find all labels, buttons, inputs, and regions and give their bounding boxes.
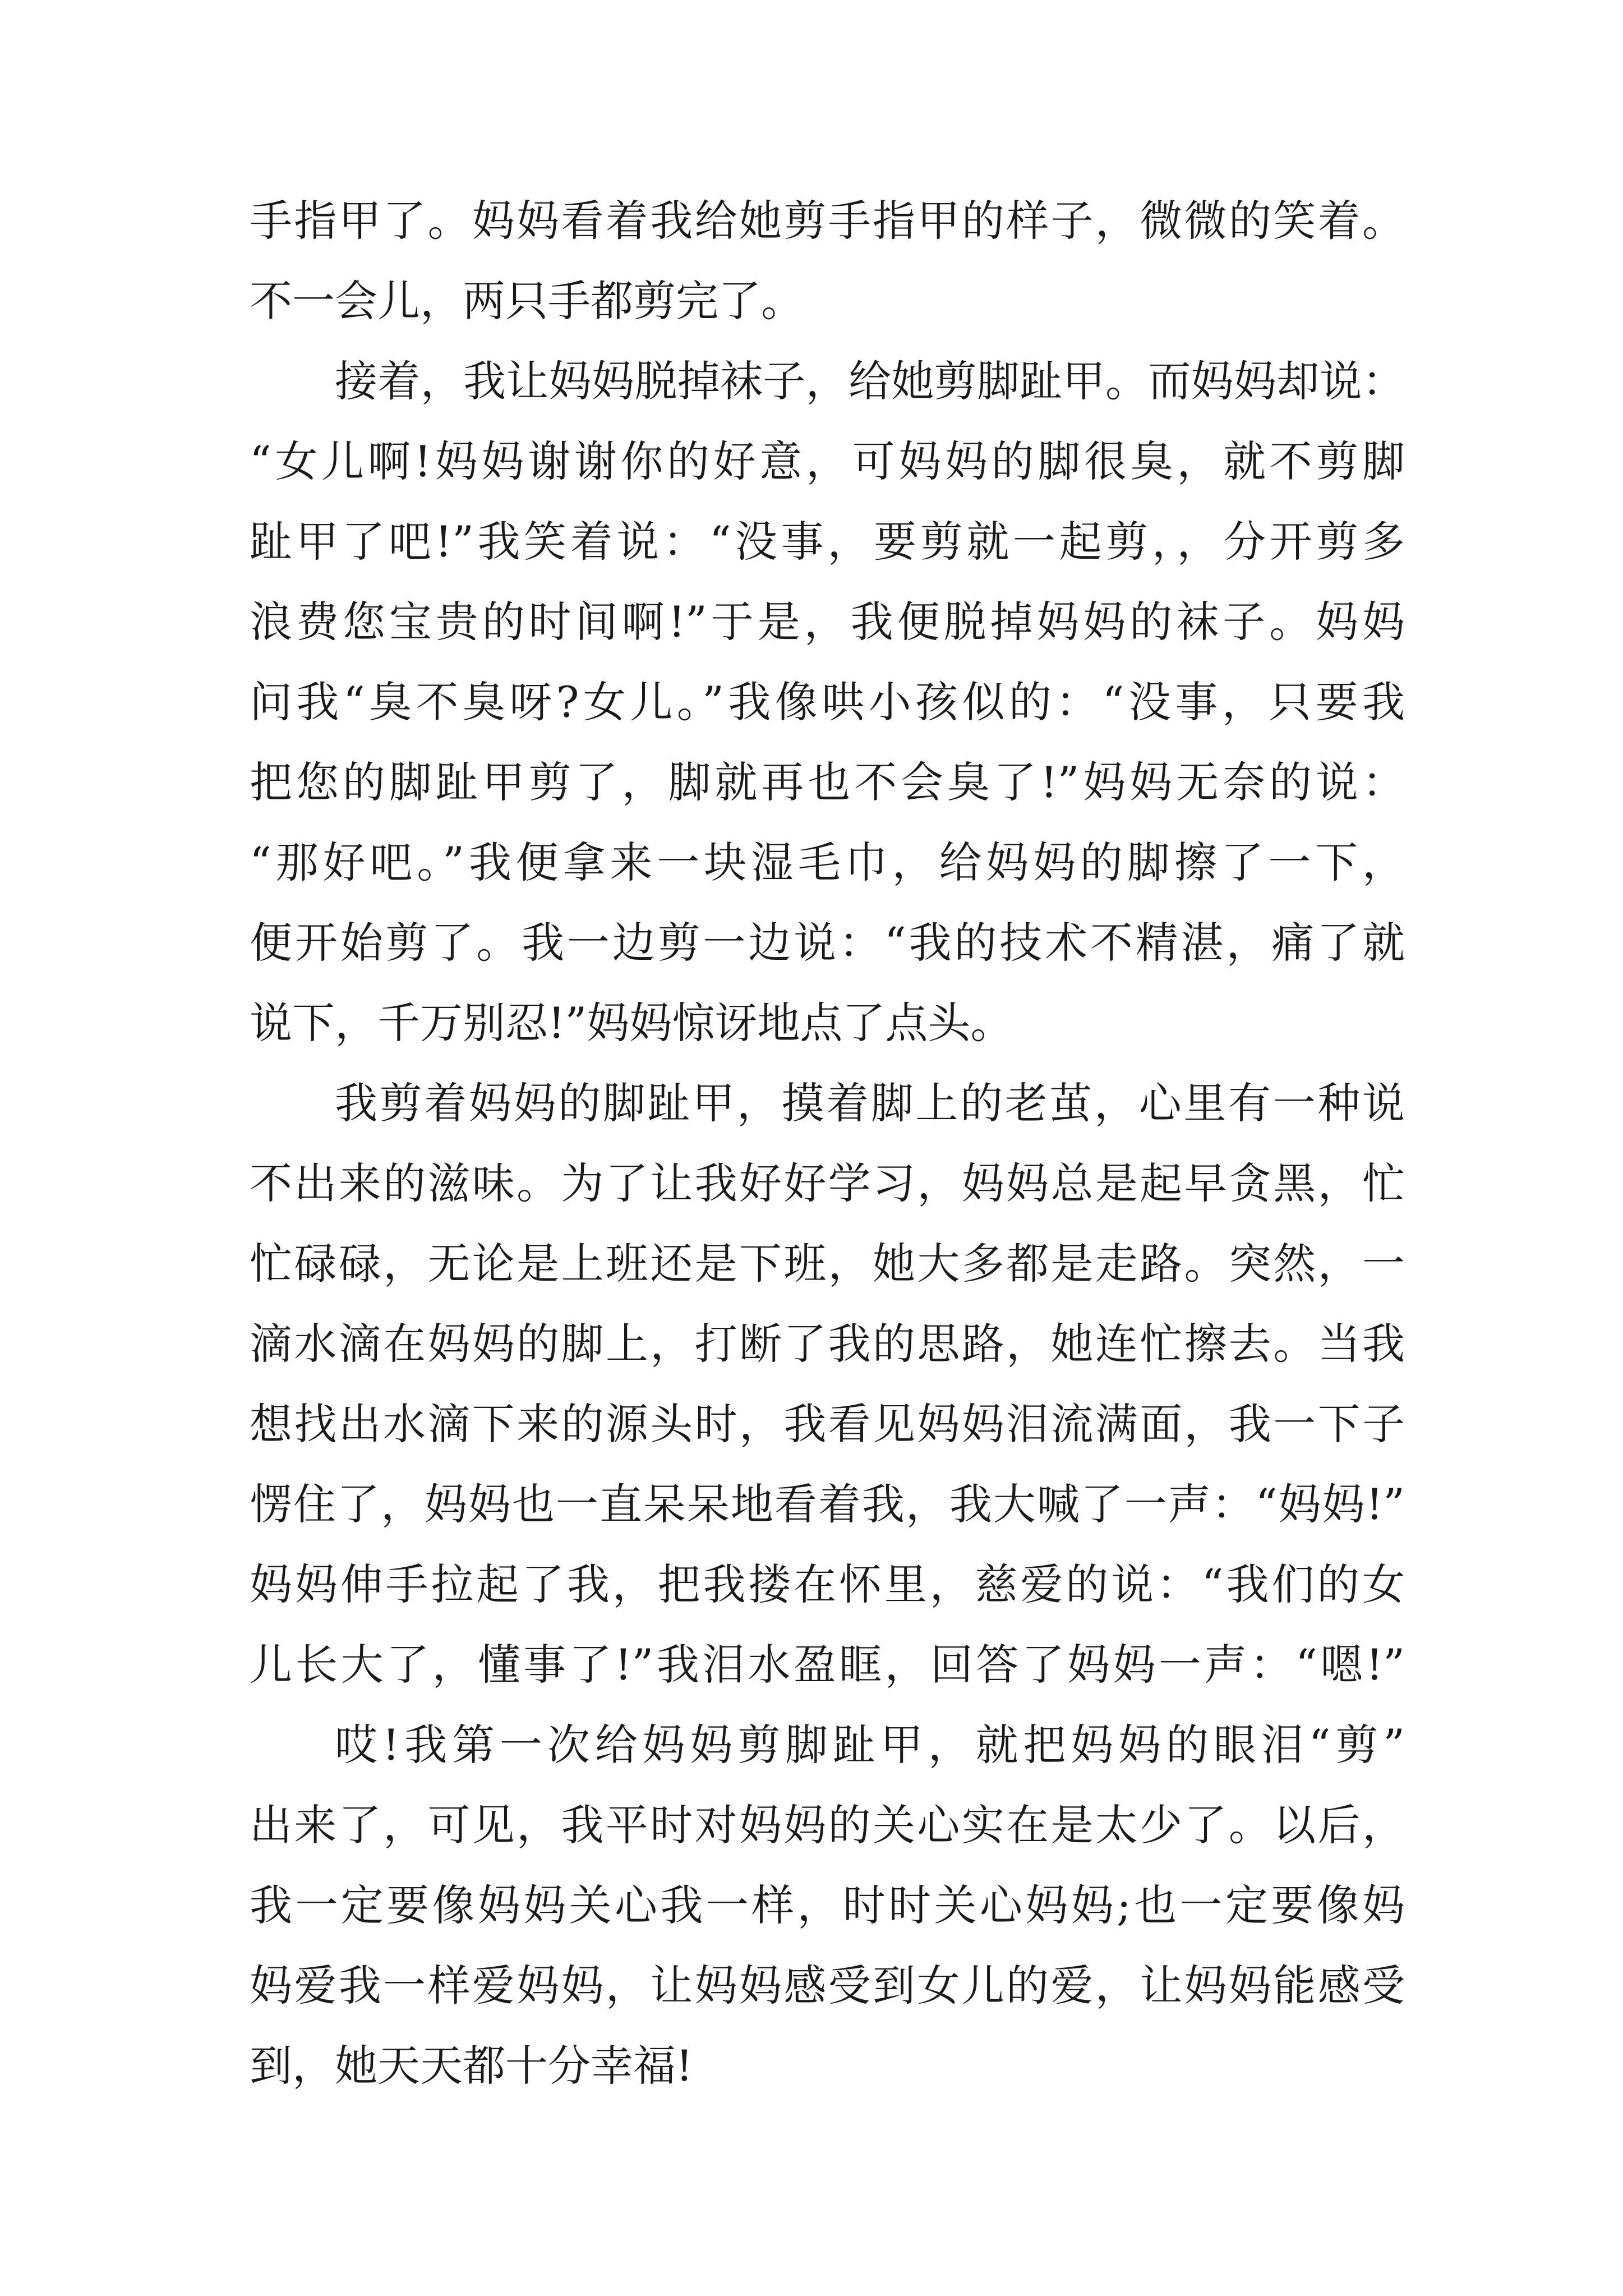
text-line: 滴水滴在妈妈的脚上，打断了我的思路，她连忙擦去。当我 xyxy=(250,1319,1405,1369)
text-line: 到，她天天都十分幸福! xyxy=(250,2041,693,2091)
text-line: 把您的脚趾甲剪了，脚就再也不会臭了!”妈妈无奈的说： xyxy=(250,757,1405,807)
paragraph-4 xyxy=(250,1705,1405,2106)
text-line: 忙碌碌，无论是上班还是下班，她大多都是走路。突然，一 xyxy=(250,1239,1405,1289)
text-line: 浪费您宝贵的时间啊!”于是，我便脱掉妈妈的袜子。妈妈 xyxy=(250,597,1405,647)
text-line: 我一定要像妈妈关心我一样，时时关心妈妈;也一定要像妈 xyxy=(250,1880,1405,1930)
text-line: 想找出水滴下来的源头时，我看见妈妈泪流满面，我一下子 xyxy=(250,1399,1405,1449)
text-line: 问我“臭不臭呀?女儿。”我像哄小孩似的：“没事，只要我 xyxy=(250,677,1405,727)
text-line: 说下，千万别忍!”妈妈惊讶地点了点头。 xyxy=(250,998,1013,1048)
text-line: 不一会儿，两只手都剪完了。 xyxy=(250,276,804,326)
text-line: 趾甲了吧!”我笑着说：“没事，要剪就一起剪，，分开剪多 xyxy=(250,517,1405,567)
paragraph-2 xyxy=(250,341,1405,1063)
text-line: 愣住了，妈妈也一直呆呆地看着我，我大喊了一声：“妈妈!” xyxy=(250,1479,1405,1529)
text-line: 手指甲了。妈妈看着我给她剪手指甲的样子，微微的笑着。 xyxy=(250,196,1405,246)
paragraph-3 xyxy=(250,1063,1405,1705)
text-line: “女儿啊!妈妈谢谢你的好意，可妈妈的脚很臭，就不剪脚 xyxy=(250,436,1405,486)
text-line: 便开始剪了。我一边剪一边说：“我的技术不精湛，痛了就 xyxy=(250,918,1405,968)
paragraph-1 xyxy=(250,181,1405,341)
text-line: 不出来的滋味。为了让我好好学习，妈妈总是起早贪黑，忙 xyxy=(250,1158,1405,1208)
text-line: 出来了，可见，我平时对妈妈的关心实在是太少了。以后， xyxy=(250,1800,1405,1850)
text-line: 我剪着妈妈的脚趾甲，摸着脚上的老茧，心里有一种说 xyxy=(335,1078,1405,1128)
text-line: 妈爱我一样爱妈妈，让妈妈感受到女儿的爱，让妈妈能感受 xyxy=(250,1961,1405,2010)
text-line: 儿长大了，懂事了!”我泪水盈眶，回答了妈妈一声：“嗯!” xyxy=(250,1640,1405,1690)
text-line: 哎!我第一次给妈妈剪脚趾甲，就把妈妈的眼泪“剪” xyxy=(335,1720,1405,1770)
essay-body xyxy=(250,181,1405,2106)
text-line: 妈妈伸手拉起了我，把我搂在怀里，慈爱的说：“我们的女 xyxy=(250,1559,1405,1609)
text-line: “那好吧。”我便拿来一块湿毛巾，给妈妈的脚擦了一下， xyxy=(250,838,1405,887)
text-line: 接着，我让妈妈脱掉袜子，给她剪脚趾甲。而妈妈却说： xyxy=(335,356,1405,406)
